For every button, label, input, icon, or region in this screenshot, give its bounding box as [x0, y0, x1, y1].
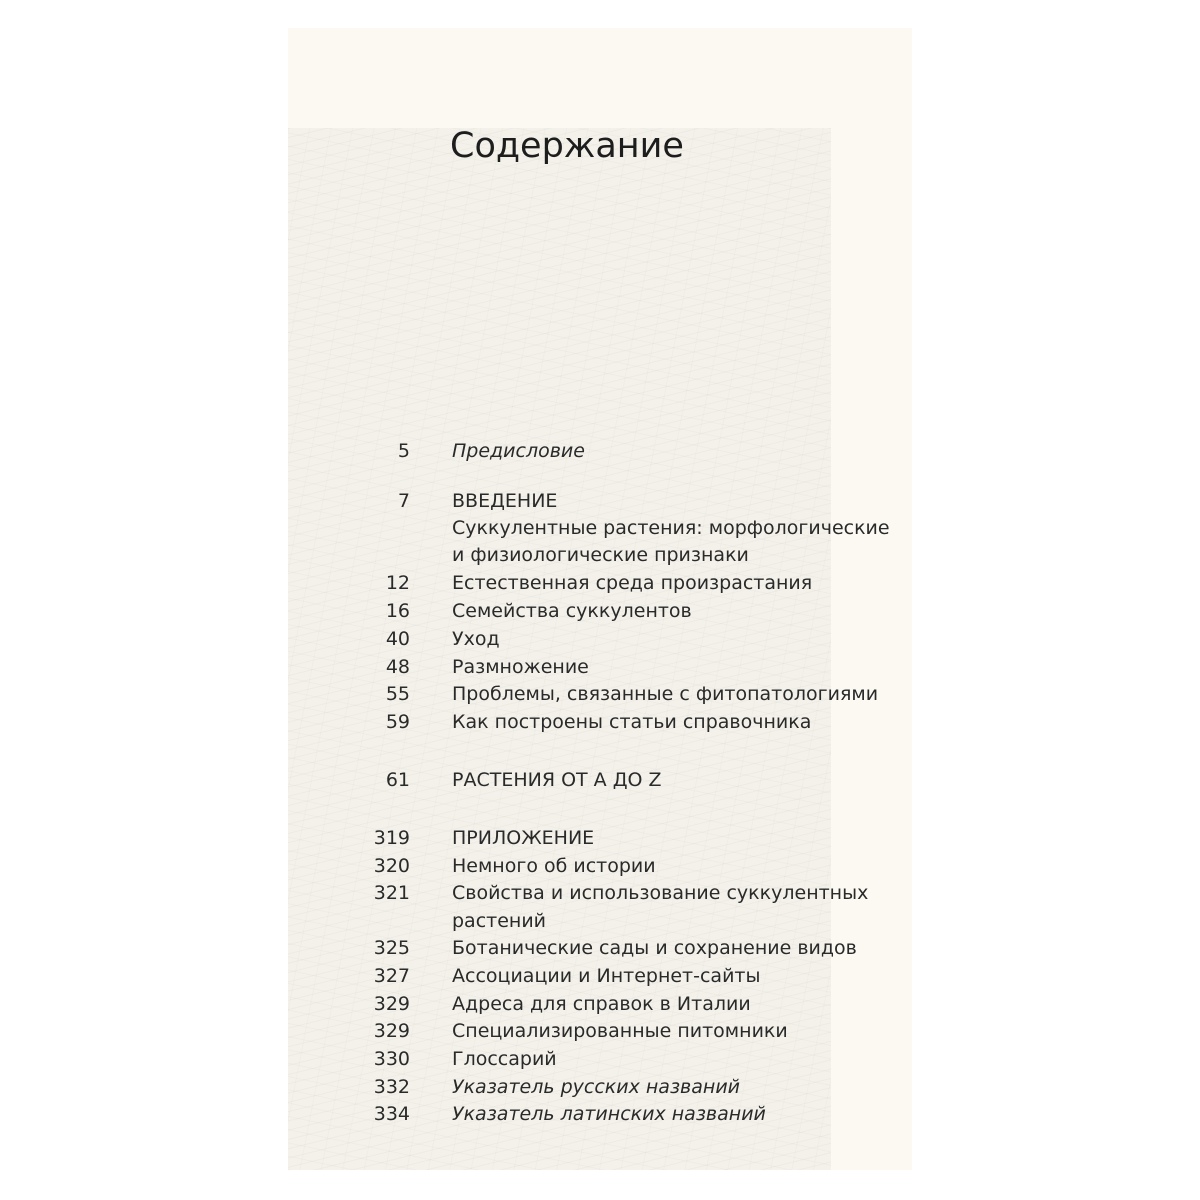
page-number: 5 — [397, 440, 410, 462]
page-number: 329 — [373, 993, 410, 1015]
page-number: 321 — [373, 882, 410, 904]
entry-title: Глоссарий — [452, 1048, 557, 1070]
page-number: 61 — [385, 769, 410, 791]
page-title: Содержание — [450, 126, 684, 166]
entry-title: Естественная среда произрастания — [452, 572, 813, 594]
page-number: 330 — [373, 1048, 410, 1070]
entry-title: ВВЕДЕНИЕ — [452, 490, 558, 512]
entry-title: Уход — [452, 628, 500, 650]
entry-title-line2: и физиологические признаки — [452, 544, 749, 566]
page-number: 334 — [373, 1103, 410, 1125]
entry-title: РАСТЕНИЯ ОТ А ДО Z — [452, 769, 662, 791]
entry-title: Указатель русских названий — [452, 1076, 741, 1098]
page-number: 48 — [385, 656, 410, 678]
page-number: 327 — [373, 965, 410, 987]
page-number: 12 — [385, 572, 410, 594]
entry-title: Как построены статьи справочника — [452, 711, 812, 733]
page-number: 320 — [373, 855, 410, 877]
page-number: 332 — [373, 1076, 410, 1098]
book-page — [288, 28, 912, 1170]
entry-title: Свойства и использование суккулентных — [452, 882, 869, 904]
page-number: 319 — [373, 827, 410, 849]
entry-title: Семейства суккулентов — [452, 600, 692, 622]
entry-title: Указатель латинских названий — [452, 1103, 766, 1125]
entry-title-line2: растений — [452, 910, 547, 932]
entry-title: Ассоциации и Интернет-сайты — [452, 965, 761, 987]
entry-title: Суккулентные растения: морфологические — [452, 517, 890, 539]
entry-title: ПРИЛОЖЕНИЕ — [452, 827, 595, 849]
entry-title: Специализированные питомники — [452, 1020, 788, 1042]
entry-title: Предисловие — [452, 440, 585, 462]
page-number: 59 — [385, 711, 410, 733]
page-number: 16 — [385, 600, 410, 622]
entry-title: Немного об истории — [452, 855, 656, 877]
entry-title: Адреса для справок в Италии — [452, 993, 751, 1015]
page-number: 325 — [373, 937, 410, 959]
entry-title: Размножение — [452, 656, 589, 678]
page-number: 7 — [397, 490, 410, 512]
entry-title: Проблемы, связанные с фитопатологиями — [452, 683, 879, 705]
page-number: 329 — [373, 1020, 410, 1042]
page-number: 55 — [385, 683, 410, 705]
page-number: 40 — [385, 628, 410, 650]
entry-title: Ботанические сады и сохранение видов — [452, 937, 857, 959]
